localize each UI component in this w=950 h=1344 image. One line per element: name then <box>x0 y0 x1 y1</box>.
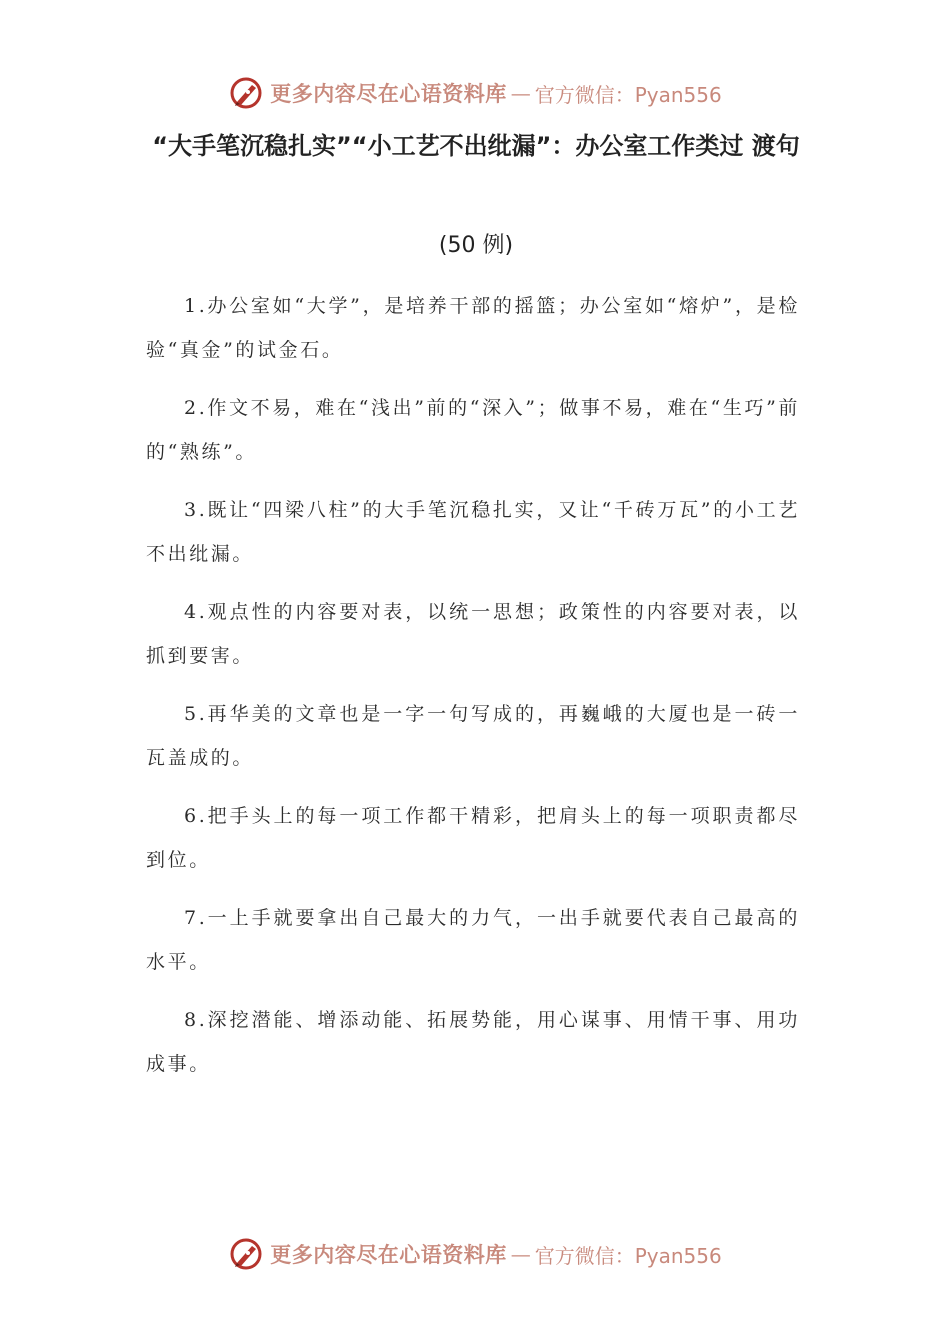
document-subtitle: (50 例) <box>438 233 514 258</box>
header-watermark <box>0 70 950 116</box>
list-item: 2.作文不易，难在“浅出”前的“深入”；做事不易，难在“生巧”前的“熟练”。 <box>146 397 800 463</box>
list-item: 1.办公室如“大学”，是培养干部的摇篮；办公室如“熔炉”，是检验“真金”的试金石。 <box>146 295 800 361</box>
footer-watermark <box>0 1231 950 1277</box>
watermark-separator: — <box>510 1242 531 1266</box>
watermark-brand: 更多内容尽在心语资料库 <box>270 81 507 106</box>
watermark-handle: 官方微信：Pyan556 <box>534 1243 722 1268</box>
pen-logo-icon <box>228 75 264 111</box>
list-item: 4.观点性的内容要对表，以统一思想；政策性的内容要对表，以抓到要害。 <box>146 601 800 667</box>
pen-logo-icon <box>228 1236 264 1272</box>
document-title: “大手笔沉稳扎实”“小工艺不出纰漏”：办公室工作类过 渡句 <box>152 132 800 160</box>
watermark-brand: 更多内容尽在心语资料库 <box>270 1242 507 1267</box>
sentence-list <box>146 284 800 1100</box>
list-item: 5.再华美的文章也是一字一句写成的，再巍峨的大厦也是一砖一瓦盖成的。 <box>146 703 800 769</box>
list-item: 3.既让“四梁八柱”的大手笔沉稳扎实，又让“千砖万瓦”的小工艺不出纰漏。 <box>146 499 800 565</box>
list-item: 7.一上手就要拿出自己最大的力气，一出手就要代表自己最高的水平。 <box>146 907 800 973</box>
watermark-handle: 官方微信：Pyan556 <box>534 82 722 107</box>
list-item: 8.深挖潜能、增添动能、拓展势能，用心谋事、用情干事、用功成事。 <box>146 1009 800 1075</box>
watermark-separator: — <box>510 81 531 105</box>
list-item: 6.把手头上的每一项工作都干精彩，把肩头上的每一项职责都尽到位。 <box>146 805 800 871</box>
